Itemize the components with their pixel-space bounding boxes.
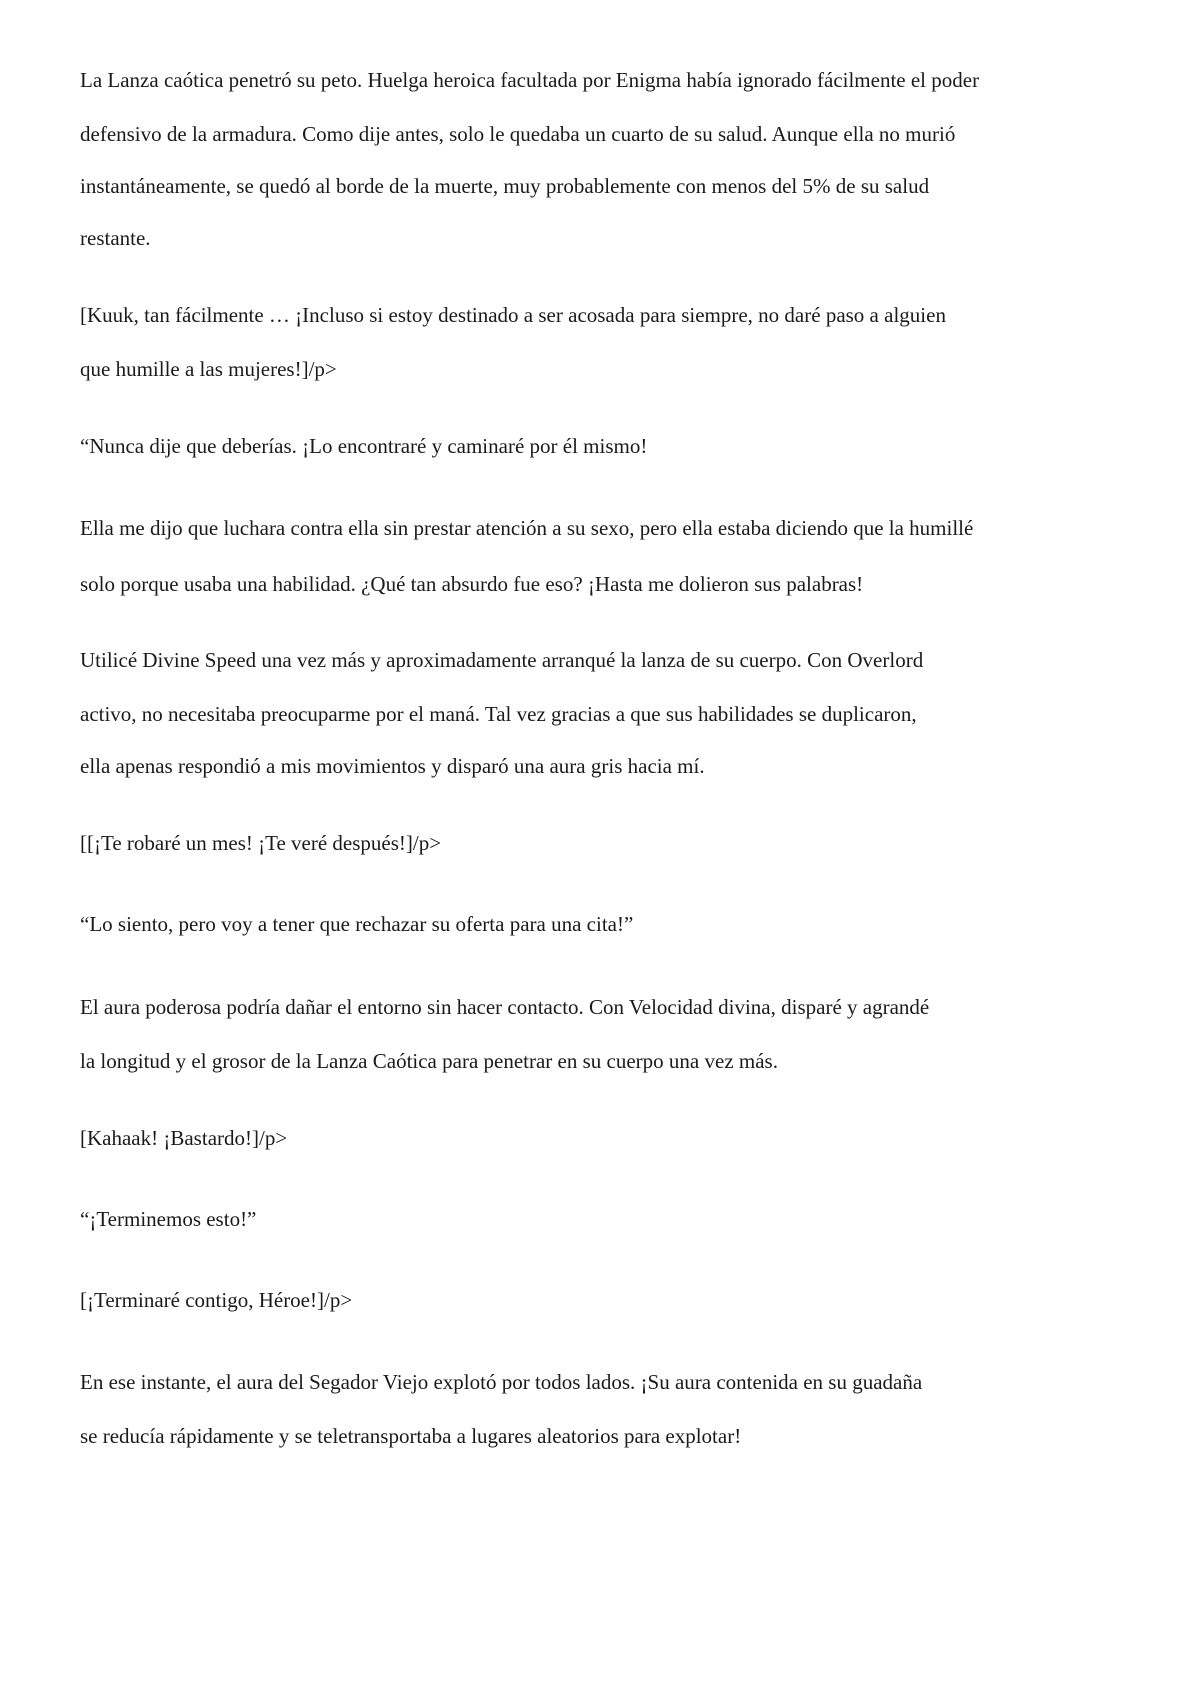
text-line: [Kahaak! ¡Bastardo!]/p> — [80, 1126, 288, 1150]
text-line: solo porque usaba una habilidad. ¿Qué tan absurdo fue eso? ¡Hasta me dolieron sus palabras! — [80, 572, 864, 596]
text-line: instantáneamente, se quedó al borde de la muerte, muy probablemente con menos del 5% de su salud — [80, 174, 930, 198]
text-line: [¡Terminaré contigo, Héroe!]/p> — [80, 1288, 353, 1312]
text-line: “Nunca dije que deberías. ¡Lo encontraré y caminaré por él mismo! — [80, 434, 648, 458]
text-line: Utilicé Divine Speed una vez más y aproximadamente arranqué la lanza de su cuerpo. Con Overlord — [80, 648, 924, 672]
text-line: defensivo de la armadura. Como dije antes, solo le quedaba un cuarto de su salud. Aunque ella no murió — [80, 122, 956, 146]
text-line: En ese instante, el aura del Segador Viejo explotó por todos lados. ¡Su aura contenida en su guadaña — [80, 1370, 923, 1394]
text-line: activo, no necesitaba preocuparme por el maná. Tal vez gracias a que sus habilidades se duplicaron, — [80, 702, 917, 726]
text-line: El aura poderosa podría dañar el entorno sin hacer contacto. Con Velocidad divina, disparé y agrandé — [80, 995, 930, 1019]
text-line: [[¡Te robaré un mes! ¡Te veré después!]/p> — [80, 831, 442, 855]
text-line: “¡Terminemos esto!” — [80, 1207, 257, 1231]
text-line: que humille a las mujeres!]/p> — [80, 357, 337, 381]
text-line: “Lo siento, pero voy a tener que rechazar su oferta para una cita!” — [80, 912, 634, 936]
text-line: la longitud y el grosor de la Lanza Caótica para penetrar en su cuerpo una vez más. — [80, 1049, 778, 1073]
text-line: se reducía rápidamente y se teletransportaba a lugares aleatorios para explotar! — [80, 1424, 742, 1448]
text-line: [Kuuk, tan fácilmente … ¡Incluso si estoy destinado a ser acosada para siempre, no daré paso a alguien — [80, 303, 946, 327]
text-line: ella apenas respondió a mis movimientos y disparó una aura gris hacia mí. — [80, 754, 705, 778]
text-line: restante. — [80, 226, 151, 250]
text-line: La Lanza caótica penetró su peto. Huelga heroica facultada por Enigma había ignorado fácilmente el poder — [80, 68, 980, 92]
text-line: Ella me dijo que luchara contra ella sin prestar atención a su sexo, pero ella estaba diciendo que la humillé — [80, 516, 974, 540]
